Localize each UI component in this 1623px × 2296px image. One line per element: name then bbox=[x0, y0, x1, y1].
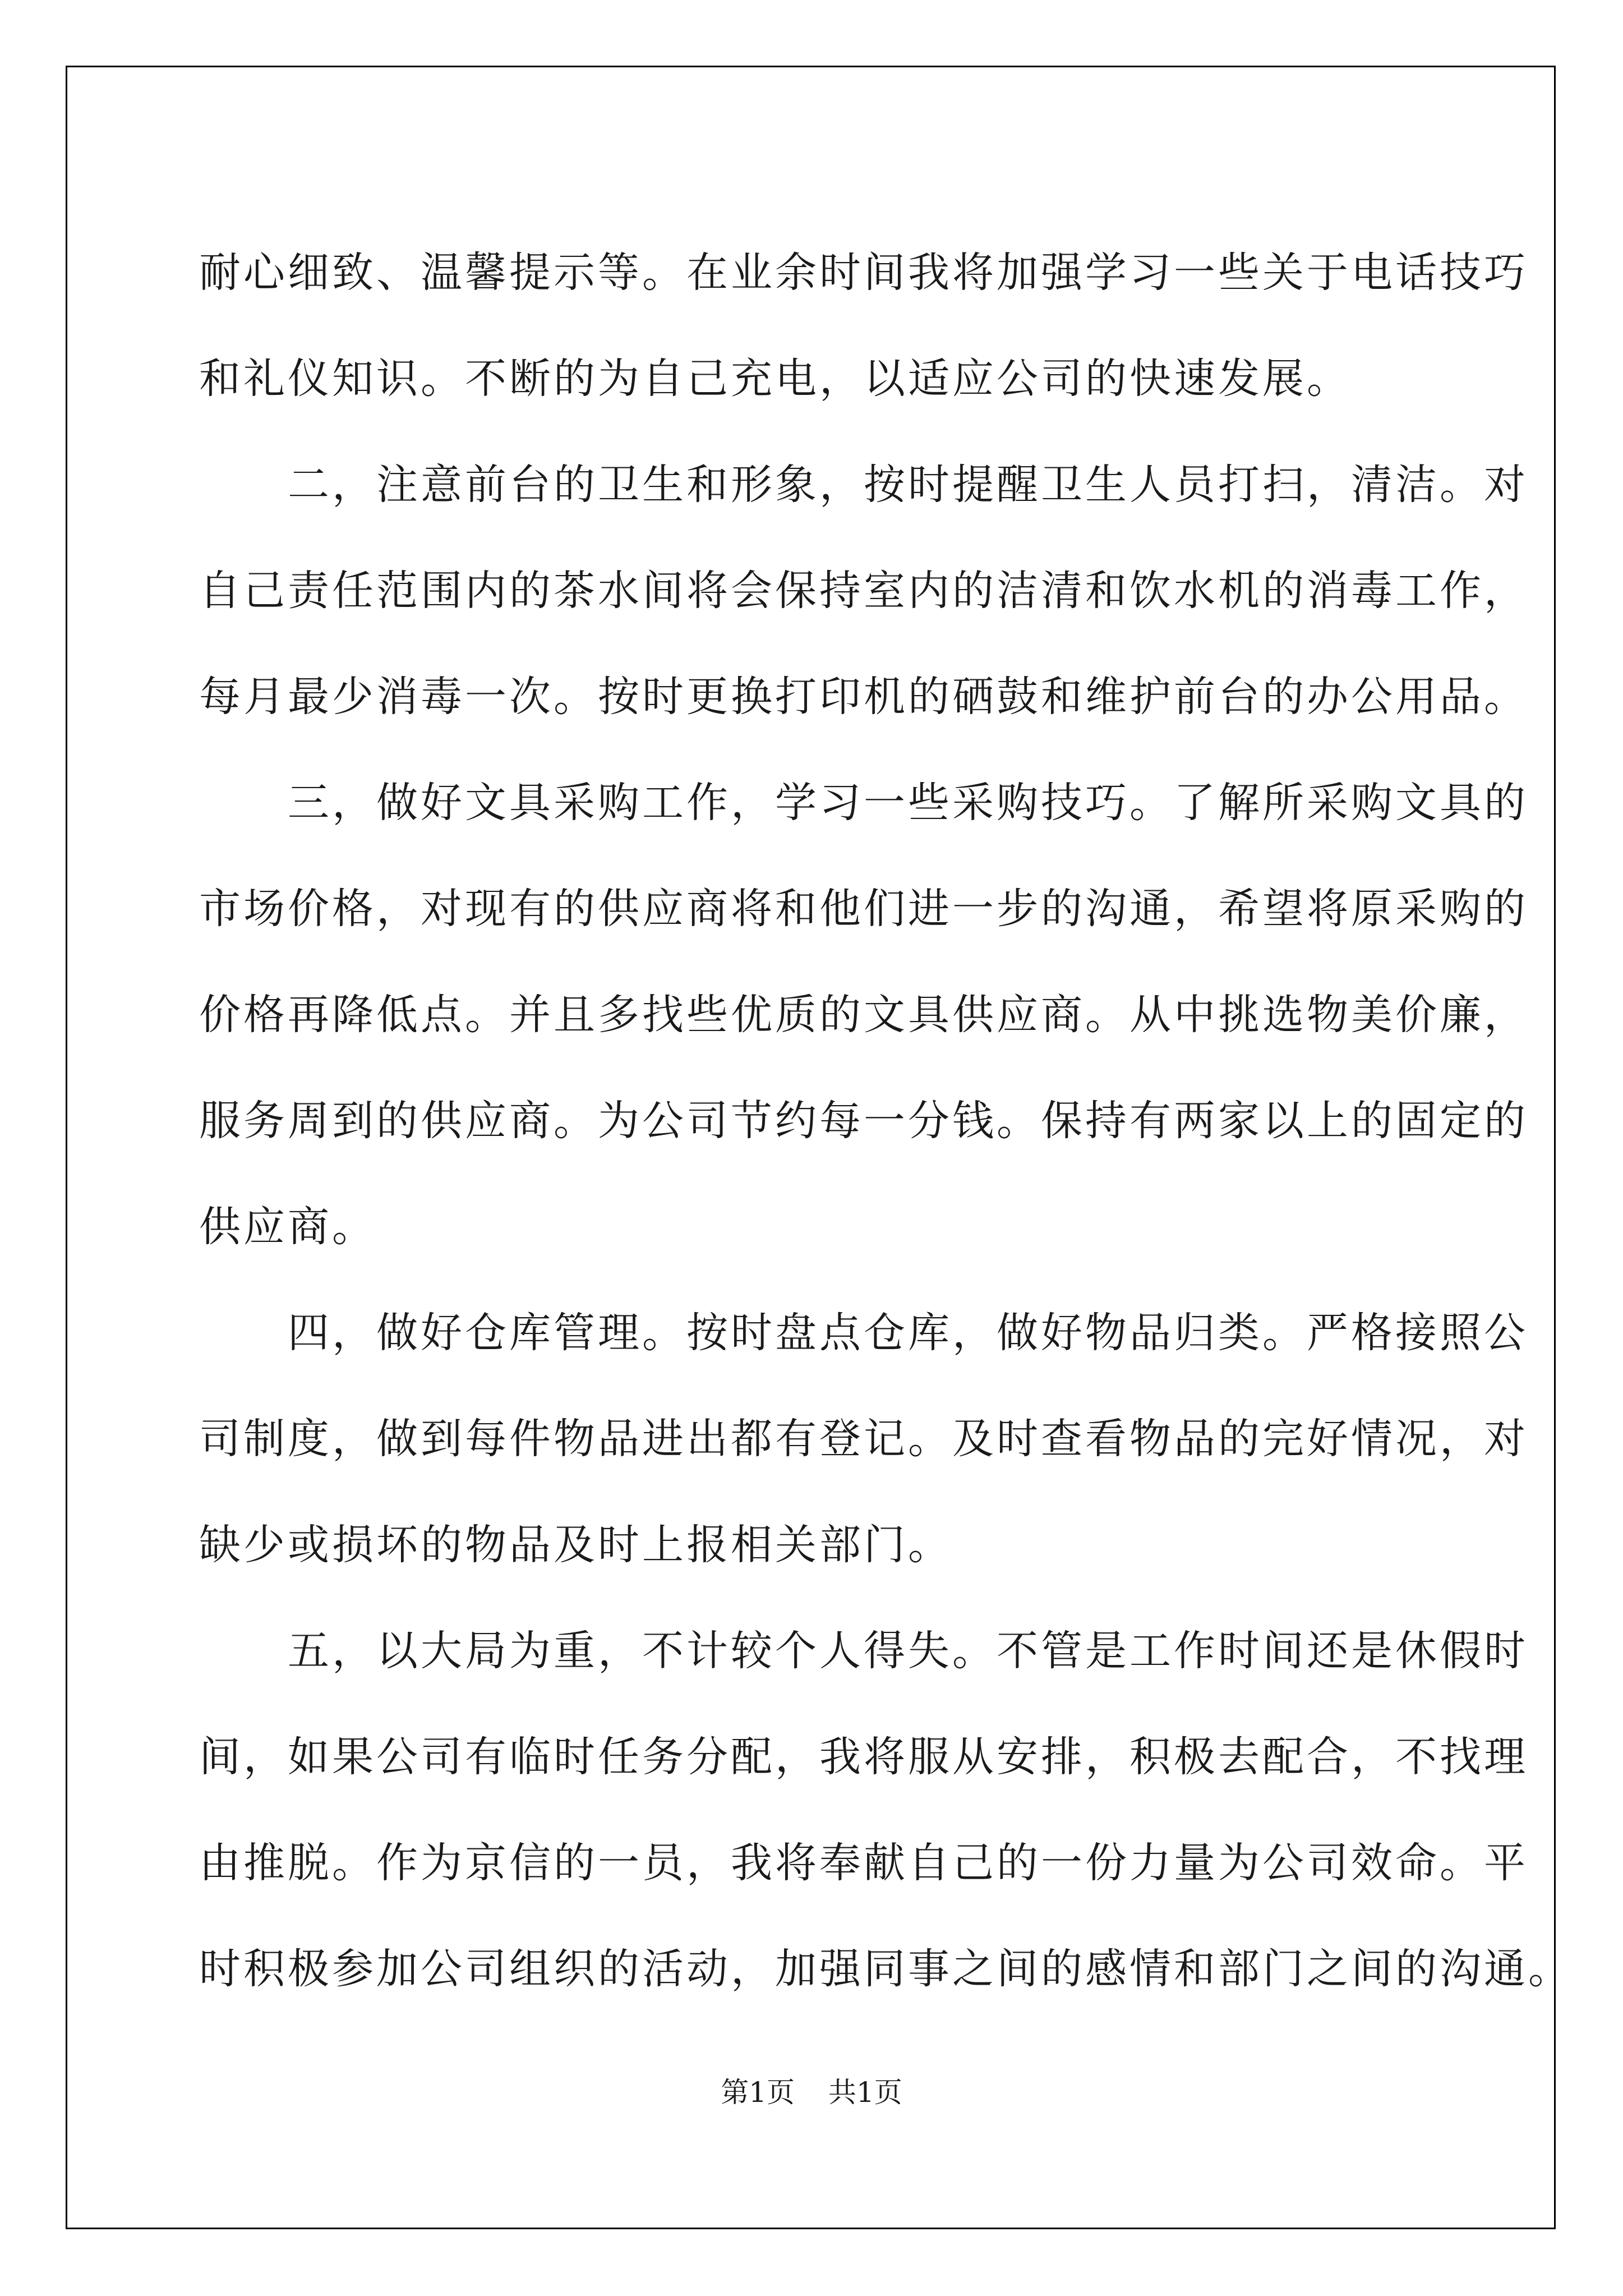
text-line: 供应商。 bbox=[199, 1203, 376, 1251]
text-line: 五，以大局为重，不计较个人得失。不管是工作时间还是休假时 bbox=[199, 1627, 1528, 1675]
text-line: 和礼仪知识。不断的为自己充电，以适应公司的快速发展。 bbox=[199, 355, 1351, 403]
text-line: 二，注意前台的卫生和形象，按时提醒卫生人员打扫，清洁。对 bbox=[199, 461, 1528, 509]
text-line: 市场价格，对现有的供应商将和他们进一步的沟通，希望将原采购的 bbox=[199, 885, 1528, 933]
text-line: 间，如果公司有临时任务分配，我将服从安排，积极去配合，不找理 bbox=[199, 1733, 1528, 1781]
page-number: 第1页 bbox=[721, 2076, 795, 2109]
text-line: 时积极参加公司组织的活动，加强同事之间的感情和部门之间的沟通。 bbox=[199, 1945, 1573, 1993]
text-line: 由推脱。作为京信的一员，我将奉献自己的一份力量为公司效命。平 bbox=[199, 1839, 1528, 1887]
text-line: 缺少或损坏的物品及时上报相关部门。 bbox=[199, 1521, 952, 1569]
text-line: 自己责任范围内的茶水间将会保持室内的洁清和饮水机的消毒工作， bbox=[199, 567, 1528, 615]
page-total: 共1页 bbox=[828, 2076, 902, 2109]
document-body bbox=[199, 220, 1573, 2022]
text-line: 价格再降低点。并且多找些优质的文具供应商。从中挑选物美价廉， bbox=[199, 991, 1528, 1039]
page-footer bbox=[0, 2070, 1623, 2110]
text-line: 每月最少消毒一次。按时更换打印机的硒鼓和维护前台的办公用品。 bbox=[199, 673, 1528, 721]
text-line: 司制度，做到每件物品进出都有登记。及时查看物品的完好情况，对 bbox=[199, 1415, 1528, 1463]
text-line: 三，做好文具采购工作，学习一些采购技巧。了解所采购文具的 bbox=[199, 779, 1528, 827]
text-line: 四，做好仓库管理。按时盘点仓库，做好物品归类。严格接照公 bbox=[199, 1309, 1528, 1357]
text-line: 耐心细致、温馨提示等。在业余时间我将加强学习一些关于电话技巧 bbox=[199, 249, 1528, 297]
text-line: 服务周到的供应商。为公司节约每一分钱。保持有两家以上的固定的 bbox=[199, 1097, 1528, 1145]
